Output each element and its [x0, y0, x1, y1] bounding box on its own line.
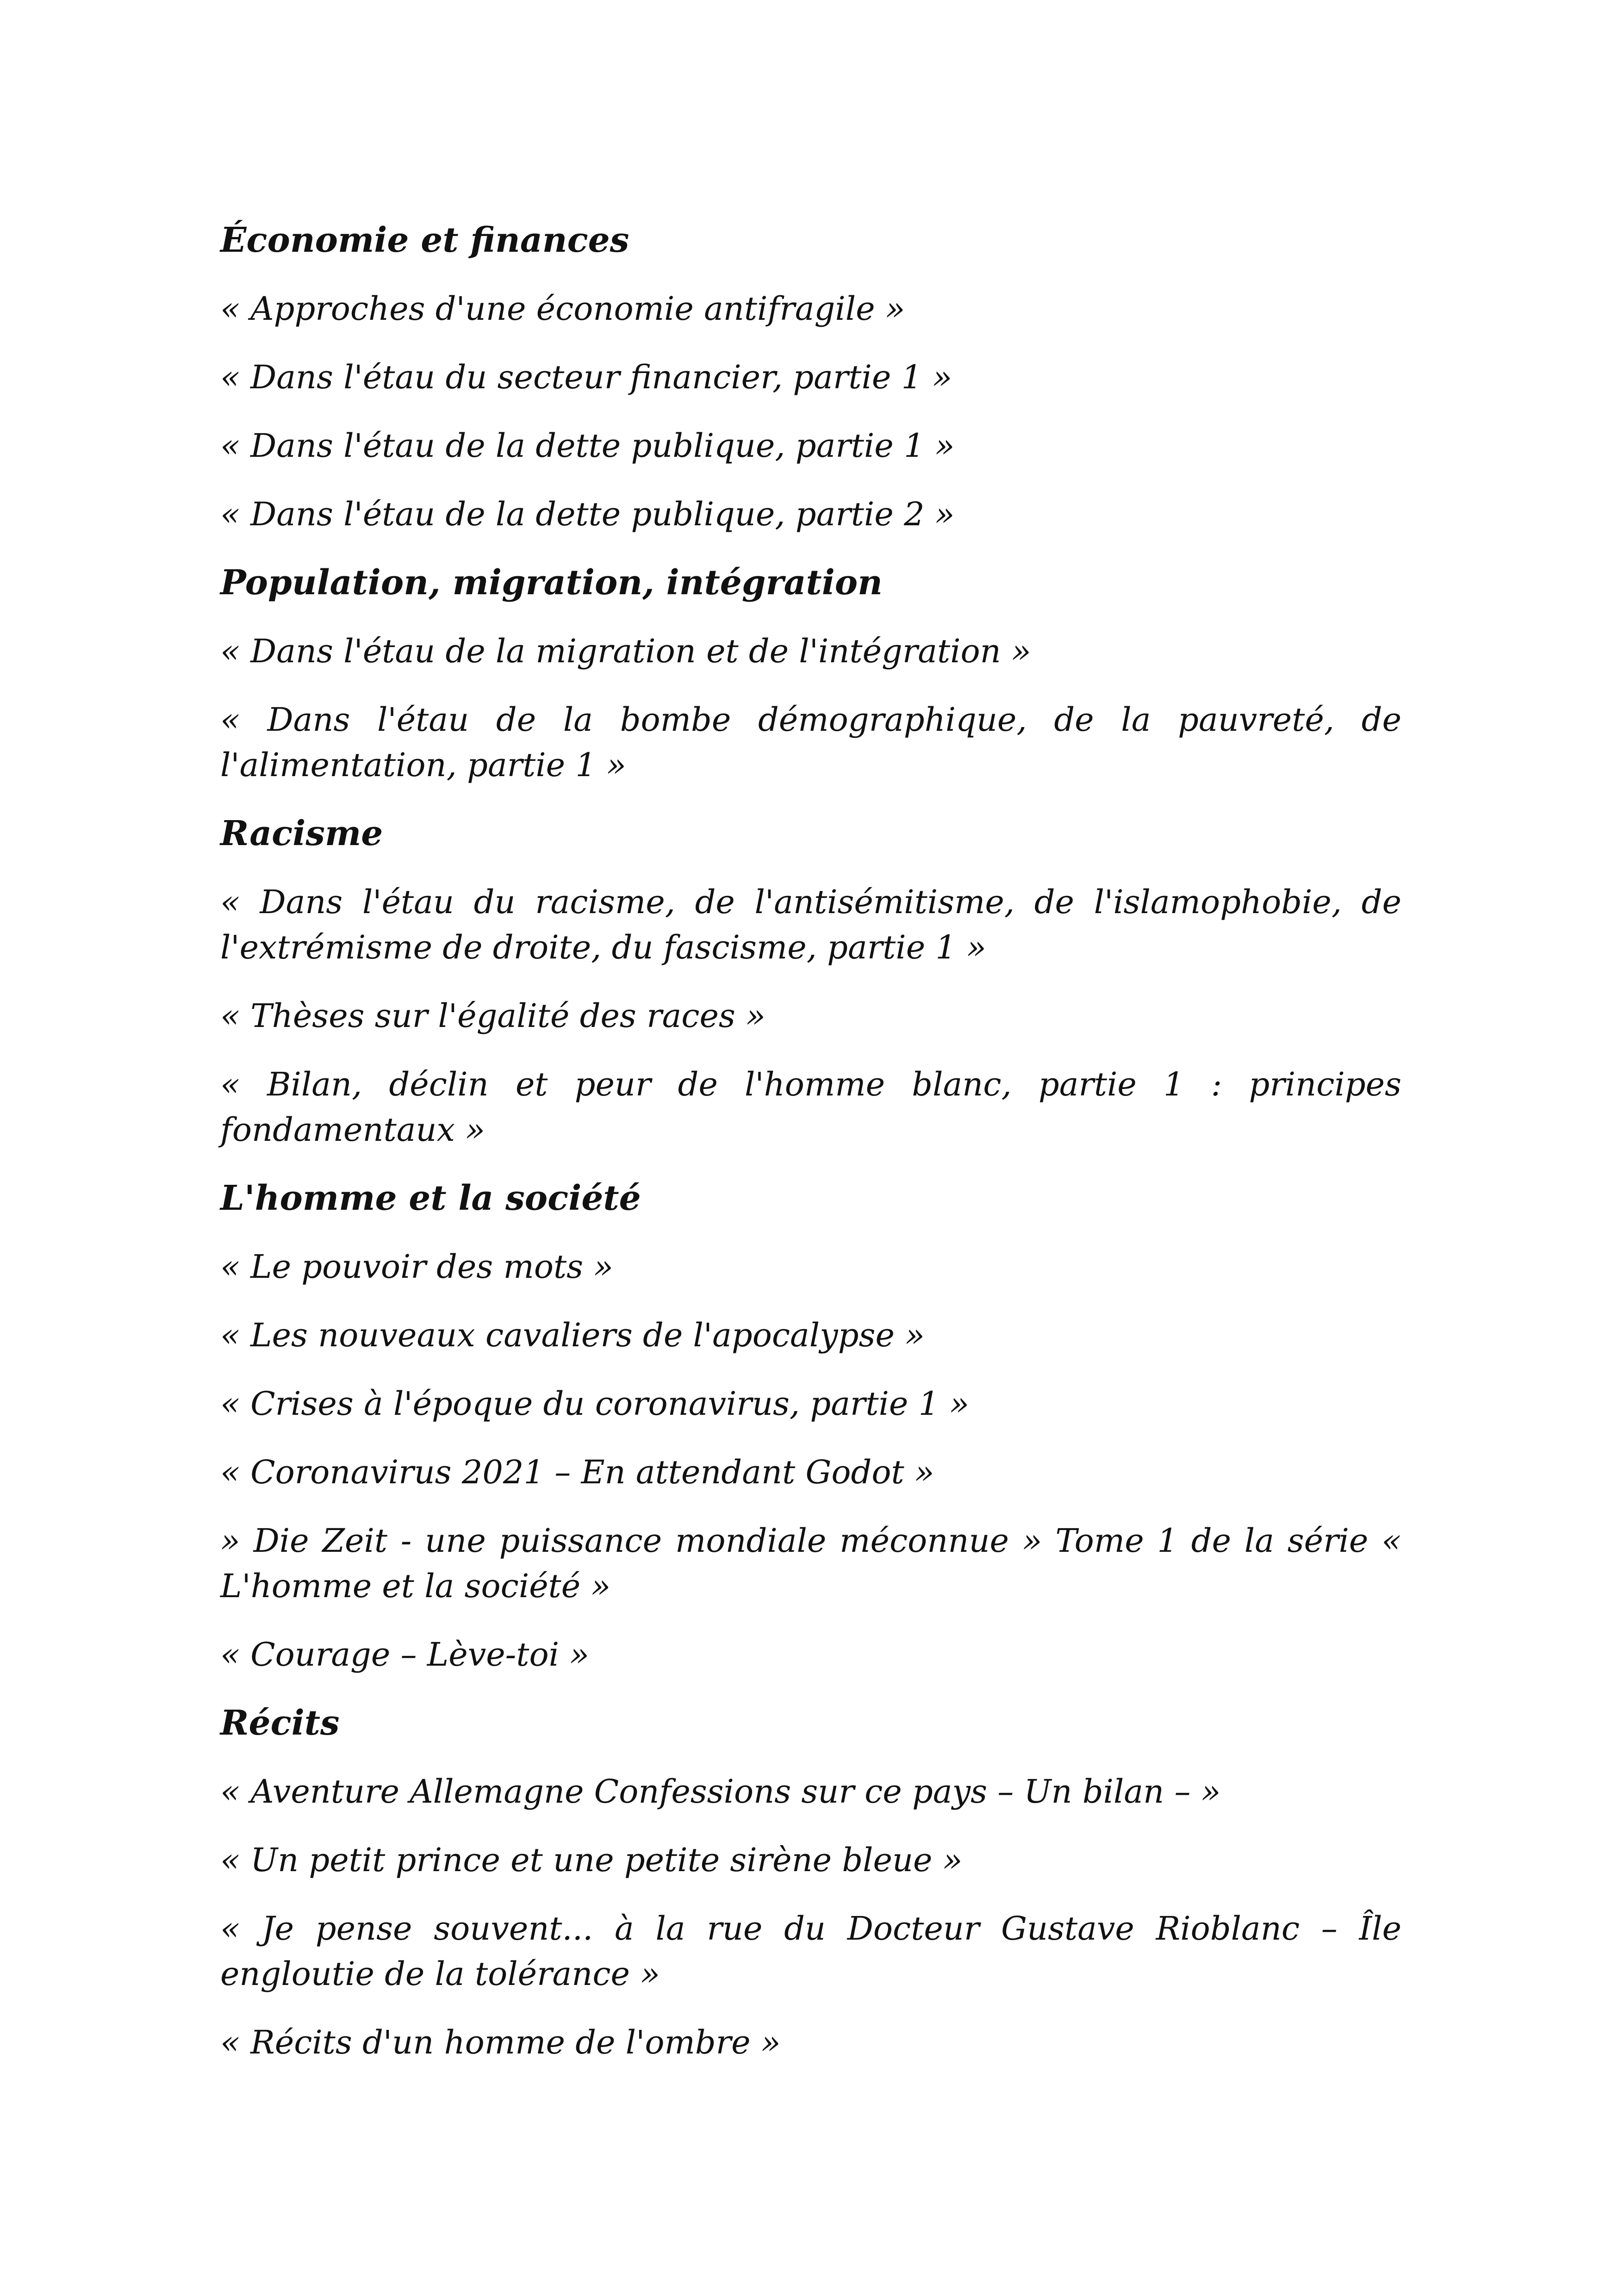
section-heading: Récits [220, 1703, 340, 1743]
section-recits [220, 1700, 1401, 2065]
list-item: « Crises à l'époque du coronavirus, partie 1 » [220, 1385, 970, 1423]
list-item: « Récits d'un homme de l'ombre » [220, 2023, 781, 2061]
list-item: « Bilan, déclin et peur de l'homme blanc, partie 1 : principes fondamentaux » [220, 1065, 1401, 1149]
list-item: « Un petit prince et une petite sirène bleue » [220, 1841, 963, 1879]
section-heading: Économie et finances [220, 220, 629, 260]
list-item: « Aventure Allemagne Confessions sur ce pays – Un bilan – » [220, 1773, 1221, 1811]
section-economie-finances [220, 218, 1401, 537]
list-item: « Coronavirus 2021 – En attendant Godot » [220, 1453, 934, 1491]
section-population-migration [220, 560, 1401, 788]
list-item: « Les nouveaux cavaliers de l'apocalypse » [220, 1316, 925, 1354]
list-item: « Dans l'étau du racisme, de l'antisémitisme, de l'islamophobie, de l'extrémisme de droite, du fascisme, partie 1 » [220, 883, 1401, 966]
list-item: « Approches d'une économie antifragile » [220, 290, 905, 328]
section-heading: Population, migration, intégration [220, 563, 883, 603]
section-racisme [220, 811, 1401, 1152]
list-item: « Dans l'étau du secteur financier, partie 1 » [220, 358, 952, 396]
section-homme-societe [220, 1176, 1401, 1677]
list-item: » Die Zeit - une puissance mondiale méconnue » Tome 1 de la série « L'homme et la société » [220, 1522, 1401, 1605]
book-list [220, 218, 1401, 2088]
list-item: « Courage – Lève-toi » [220, 1636, 590, 1674]
list-item: « Dans l'étau de la migration et de l'intégration » [220, 632, 1031, 670]
list-item: « Je pense souvent... à la rue du Docteur Gustave Rioblanc – Île engloutie de la tolérance » [220, 1910, 1401, 1993]
list-item: « Thèses sur l'égalité des races » [220, 997, 765, 1035]
section-heading: Racisme [220, 814, 383, 853]
list-item: « Dans l'étau de la dette publique, partie 1 » [220, 427, 955, 465]
list-item: « Dans l'étau de la dette publique, partie 2 » [220, 495, 955, 533]
list-item: « Le pouvoir des mots » [220, 1248, 614, 1286]
section-heading: L'homme et la société [220, 1178, 641, 1218]
list-item: « Dans l'étau de la bombe démographique, de la pauvreté, de l'alimentation, partie 1 » [220, 701, 1401, 784]
